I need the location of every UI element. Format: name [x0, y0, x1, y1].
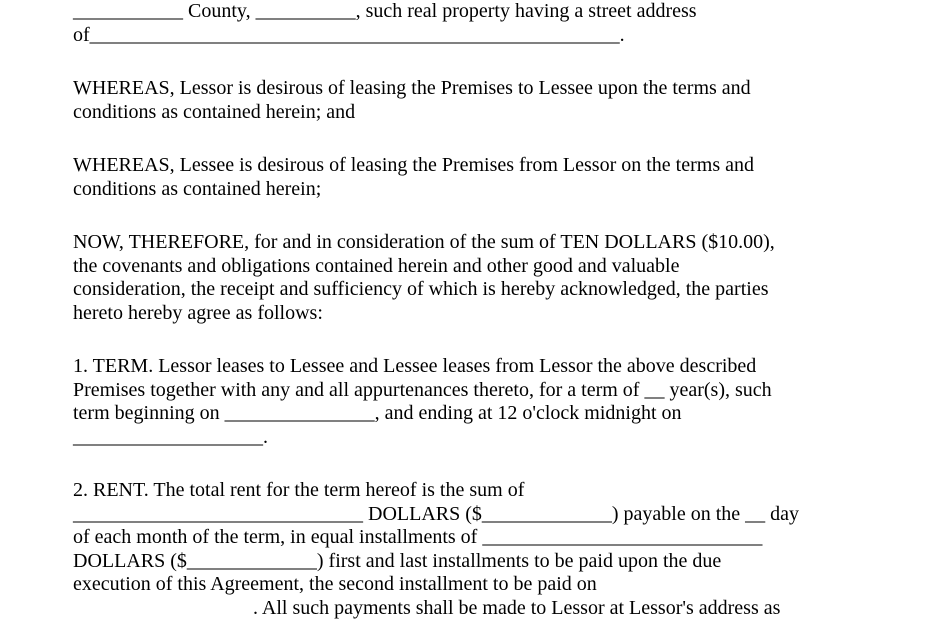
paragraph-section-2-rent: [73, 479, 920, 620]
paragraph-section-1-term: [73, 355, 920, 449]
text-line: term beginning on _______________, and ending at 12 o'clock midnight on: [73, 402, 682, 424]
text-line: hereto hereby agree as follows:: [73, 301, 323, 324]
text-line: . All such payments shall be made to Lessor at Lessor's address as: [253, 596, 781, 619]
text-line: _____________________________ DOLLARS ($_____________) payable on the __ day: [73, 502, 800, 525]
text-line: of each month of the term, in equal installments of ____________________________: [73, 526, 763, 548]
text-line: WHEREAS, Lessee is desirous of leasing the Premises from Lessor on the terms and: [73, 154, 754, 176]
text-line: ___________ County, __________, such real property having a street address: [73, 0, 697, 22]
text-line: the covenants and obligations contained herein and other good and valuable: [73, 254, 680, 277]
text-line: 2. RENT. The total rent for the term hereof is the sum of: [73, 479, 525, 501]
text-line: Premises together with any and all appurtenances thereto, for a term of __ year(s), such: [73, 378, 772, 401]
text-line: ___________________.: [73, 425, 268, 448]
text-line: NOW, THEREFORE, for and in consideration of the sum of TEN DOLLARS ($10.00),: [73, 231, 775, 253]
paragraph-intro-continuation: [73, 0, 920, 47]
text-line: execution of this Agreement, the second installment to be paid on: [73, 573, 597, 595]
text-line: consideration, the receipt and sufficiency of which is hereby acknowledged, the parties: [73, 278, 769, 300]
text-line: of_____________________________________________________.: [73, 23, 625, 46]
text-line: conditions as contained herein; and: [73, 100, 356, 123]
text-line: DOLLARS ($_____________) first and last installments to be paid upon the due: [73, 549, 722, 572]
text-line: WHEREAS, Lessor is desirous of leasing the Premises to Lessee upon the terms and: [73, 77, 751, 99]
text-line: 1. TERM. Lessor leases to Lessee and Lessee leases from Lessor the above described: [73, 355, 757, 377]
paragraph-whereas-lessee: [73, 154, 920, 201]
paragraph-whereas-lessor: [73, 77, 920, 124]
text-line: conditions as contained herein;: [73, 177, 322, 200]
paragraph-now-therefore: [73, 231, 920, 325]
